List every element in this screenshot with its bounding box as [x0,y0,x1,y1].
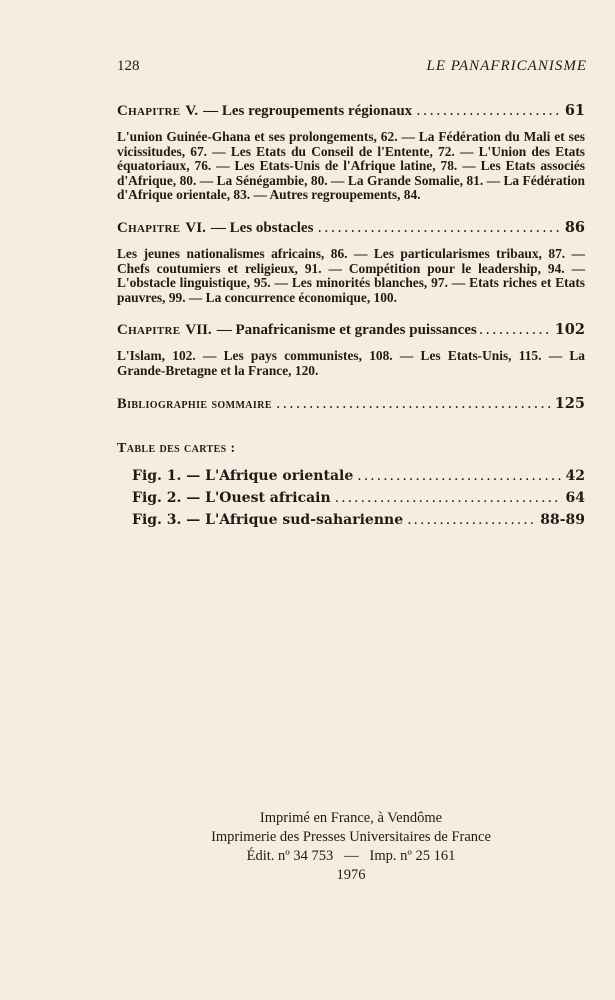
colophon-printed-in: Imprimé en France, à Vendôme [259,810,443,826]
leader-dots [317,220,560,236]
colophon-edition-numbers: Édit. nº 34 753 — Imp. nº 25 161 [246,848,456,864]
leader-dots [357,465,561,487]
map-page-number: 64 [565,489,585,506]
bibliography-label: Bibliographie sommaire [117,395,272,412]
chapter-page-number: 86 [564,218,585,236]
map-label: Fig. 3. — L'Afrique sud-saharienne [132,511,404,528]
chapter-title: — Panafricanisme et grandes puissances [216,322,477,339]
chapter-heading-line[interactable] [117,321,585,339]
map-page-number: 88-89 [540,511,585,528]
chapter-label [117,219,313,237]
maps-table-title: Table des cartes : [117,440,236,456]
chapter-entry [117,219,585,305]
map-entry[interactable] [132,487,585,509]
chapter-numeral: VI. [185,219,206,236]
leader-dots [416,103,561,119]
map-page-number: 42 [565,467,585,484]
chapter-page-number: 102 [554,321,585,339]
map-entry[interactable] [132,465,585,487]
chapter-numeral: V. [185,103,199,119]
map-label: Fig. 2. — L'Ouest africain [132,489,331,506]
chapter-heading-line[interactable] [117,219,585,237]
colophon-year: 1976 [336,867,366,883]
table-of-contents [117,102,585,531]
chapter-numeral: VII. [185,322,212,339]
bibliography-entry[interactable] [117,395,585,413]
leader-dots [479,322,553,338]
chapter-word: Chapitre [117,219,181,236]
bibliography-page-number: 125 [554,394,585,412]
page-number: 128 [117,58,140,74]
chapter-word: Chapitre [117,322,181,339]
map-entry[interactable] [132,509,585,531]
chapter-word: Chapitre [117,103,181,119]
map-label: Fig. 1. — L'Afrique orientale [132,467,354,484]
chapter-label [117,321,477,339]
leader-dots [276,396,551,412]
chapter-summary: L'Islam, 102. — Les pays communistes, 108. — Les Etats-Unis, 115. — La Grande-Bretagne et la France, 120. [117,348,585,378]
chapter-heading-line[interactable] [117,102,585,120]
leader-dots [335,487,562,509]
chapter-entry [117,321,585,378]
chapter-summary: Les jeunes nationalismes africains, 86. — Les particularismes tribaux, 87. — Chefs coutumiers et religieux, 91. — Compétition pour le leadership, 94. — L'obstacle linguistique, 95. — Les minorités blanches, 97. — Etats riches et Etats pauvres, 99. — La concurrence économique, 100. [117,245,585,305]
chapter-title: — Les obstacles [210,219,314,236]
colophon [117,809,585,885]
chapter-summary: L'union Guinée-Ghana et ses prolongements, 62. — La Fédération du Mali et ses vicissitudes, 67. — Les Etats du Conseil de l'Entente, 72. — L'Union des Etats équatoriaux, 76. — Les Etats-Unis de l'Afrique latine, 78. — Les Etats associés d'Afrique, 80. — La Sénégambie, 80. — La Grande Somalie, 81. — La Fédération d'Afrique orientale, 83. — Autres regroupements, 84. [117,129,585,203]
chapter-page-number: 61 [564,102,585,119]
colophon-printer: Imprimerie des Presses Universitaires de France [211,829,491,845]
running-head [117,58,587,75]
running-title: LE PANAFRICANISME [426,58,587,74]
chapter-label [117,102,412,120]
chapter-entry [117,102,585,203]
chapter-title: — Les regroupements régionaux [203,103,413,119]
leader-dots [407,509,536,531]
